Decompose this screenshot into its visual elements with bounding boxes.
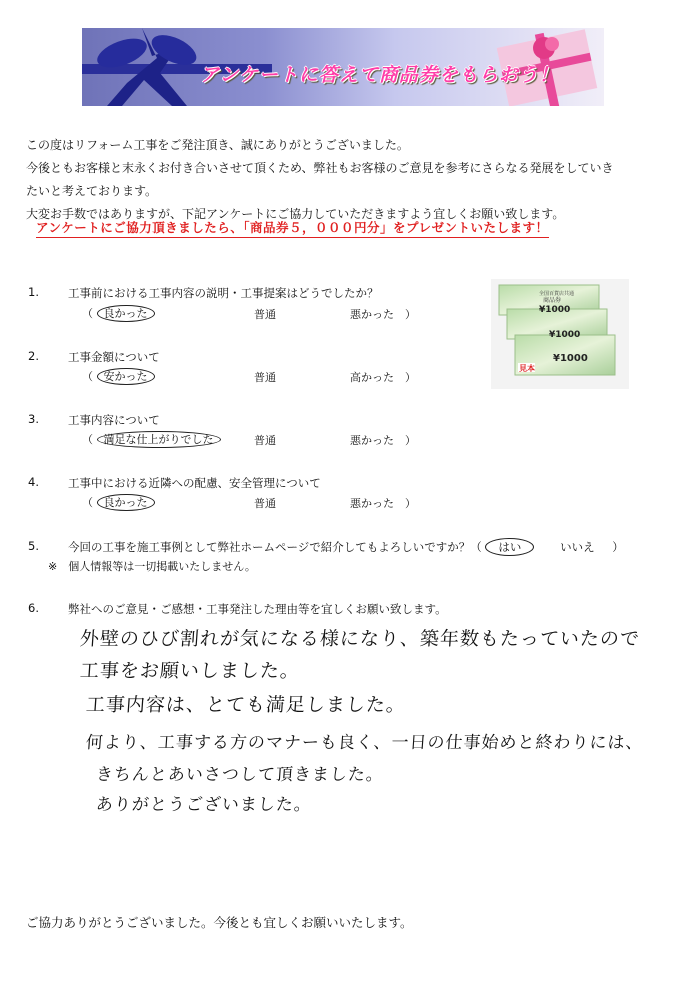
handwritten-line: 工事をお願いしました。 (79, 660, 301, 682)
handwritten-line: 何より、工事する方のマナーも良く、一日の仕事始めと終わりには、 (85, 733, 645, 753)
coupon-sample-stamp: 見本 (519, 364, 535, 373)
question-2-option-3: 高かった ） (350, 371, 416, 384)
coupon-header: 全国百貨店共通 (539, 291, 575, 297)
option-selected[interactable]: 満足な仕上がりでした (97, 431, 221, 448)
svg-text:¥1000: ¥1000 (553, 353, 588, 364)
question-3-option-3: 悪かった ） (350, 434, 416, 447)
intro-text (26, 134, 676, 226)
option[interactable]: 悪かった (350, 497, 394, 510)
question-2-options: （ 安かった (82, 368, 155, 384)
option-selected[interactable]: 良かった (97, 494, 155, 511)
privacy-note: ※ 個人情報等は一切掲載いたしません。 (48, 560, 256, 573)
coupon-name: 商品券 (543, 297, 562, 304)
question-6-text: 弊社へのご意見・ご感想・工事発注した理由等を宜しくお願い致します。 (68, 602, 447, 616)
coupon-value: ¥1000 (539, 305, 571, 315)
option[interactable]: 高かった (350, 371, 394, 384)
handwritten-line: きちんとあいさつして頂きました。 (95, 765, 385, 785)
question-4-text: 工事中における近隣への配慮、安全管理について (68, 476, 321, 490)
handwritten-line: ありがとうございました。 (95, 795, 313, 815)
handwritten-line: 外壁のひび割れが気になる様になり、築年数もたっていたので (79, 628, 641, 650)
question-3-number: 3. (28, 412, 39, 426)
paren-close: ） (612, 540, 624, 554)
banner-title: アンケートに答えて商品券をもらおう！ (200, 64, 559, 86)
option[interactable]: 悪かった (350, 434, 394, 447)
question-1-options: （ 良かった (82, 305, 155, 321)
intro-line: たいと考えております。 (26, 184, 158, 198)
question-5-label: 今回の工事を施工事例として弊社ホームページで紹介してもよろしいですか？（ (68, 540, 482, 554)
handwritten-line: 工事内容は、とても満足しました。 (85, 694, 407, 716)
question-2-number: 2. (28, 349, 39, 363)
option-no[interactable]: いいえ (560, 540, 595, 554)
option[interactable]: 普通 (254, 497, 276, 510)
question-4-options: （ 良かった (82, 494, 155, 510)
question-3-text: 工事内容について (68, 413, 160, 427)
question-4-option-3: 悪かった ） (350, 497, 416, 510)
question-3-options: （ 満足な仕上がりでした (82, 431, 221, 447)
question-2-text: 工事金額について (68, 350, 160, 364)
option[interactable]: 普通 (254, 308, 276, 321)
question-1-text: 工事前における工事内容の説明・工事提案はどうでしたか？ (68, 286, 379, 300)
question-4-number: 4. (28, 475, 39, 489)
intro-line: この度はリフォーム工事をご発注頂き、誠にありがとうございました。 (26, 138, 409, 152)
gift-certificate-image (491, 279, 629, 389)
option[interactable]: 悪かった (350, 308, 394, 321)
promo-text: アンケートにご協力頂きましたら、「商品券５，０００円分」をプレゼントいたします！ (36, 218, 549, 238)
question-6-number: 6. (28, 601, 39, 615)
question-1-number: 1. (28, 285, 39, 299)
intro-line: 今後ともお客様と末永くお付き合いさせて頂くため、弊社もお客様のご意見を参考にさらなる発展をしていき (26, 161, 614, 175)
option-selected[interactable]: 安かった (97, 368, 155, 385)
option-selected[interactable]: 良かった (97, 305, 155, 322)
option[interactable]: 普通 (254, 371, 276, 384)
closing-text: ご協力ありがとうございました。今後とも宜しくお願いいたします。 (26, 915, 413, 930)
question-5-text (68, 539, 624, 555)
header-banner (82, 28, 604, 106)
question-1-option-3: 悪かった ） (350, 308, 416, 321)
question-5-number: 5. (28, 539, 39, 553)
option-yes-selected[interactable]: はい (485, 538, 534, 556)
intro-line: 大変お手数ではありますが、下記アンケートにご協力していただきますよう宜しくお願い致します。 (26, 207, 565, 221)
svg-text:¥1000: ¥1000 (549, 330, 581, 340)
option[interactable]: 普通 (254, 434, 276, 447)
